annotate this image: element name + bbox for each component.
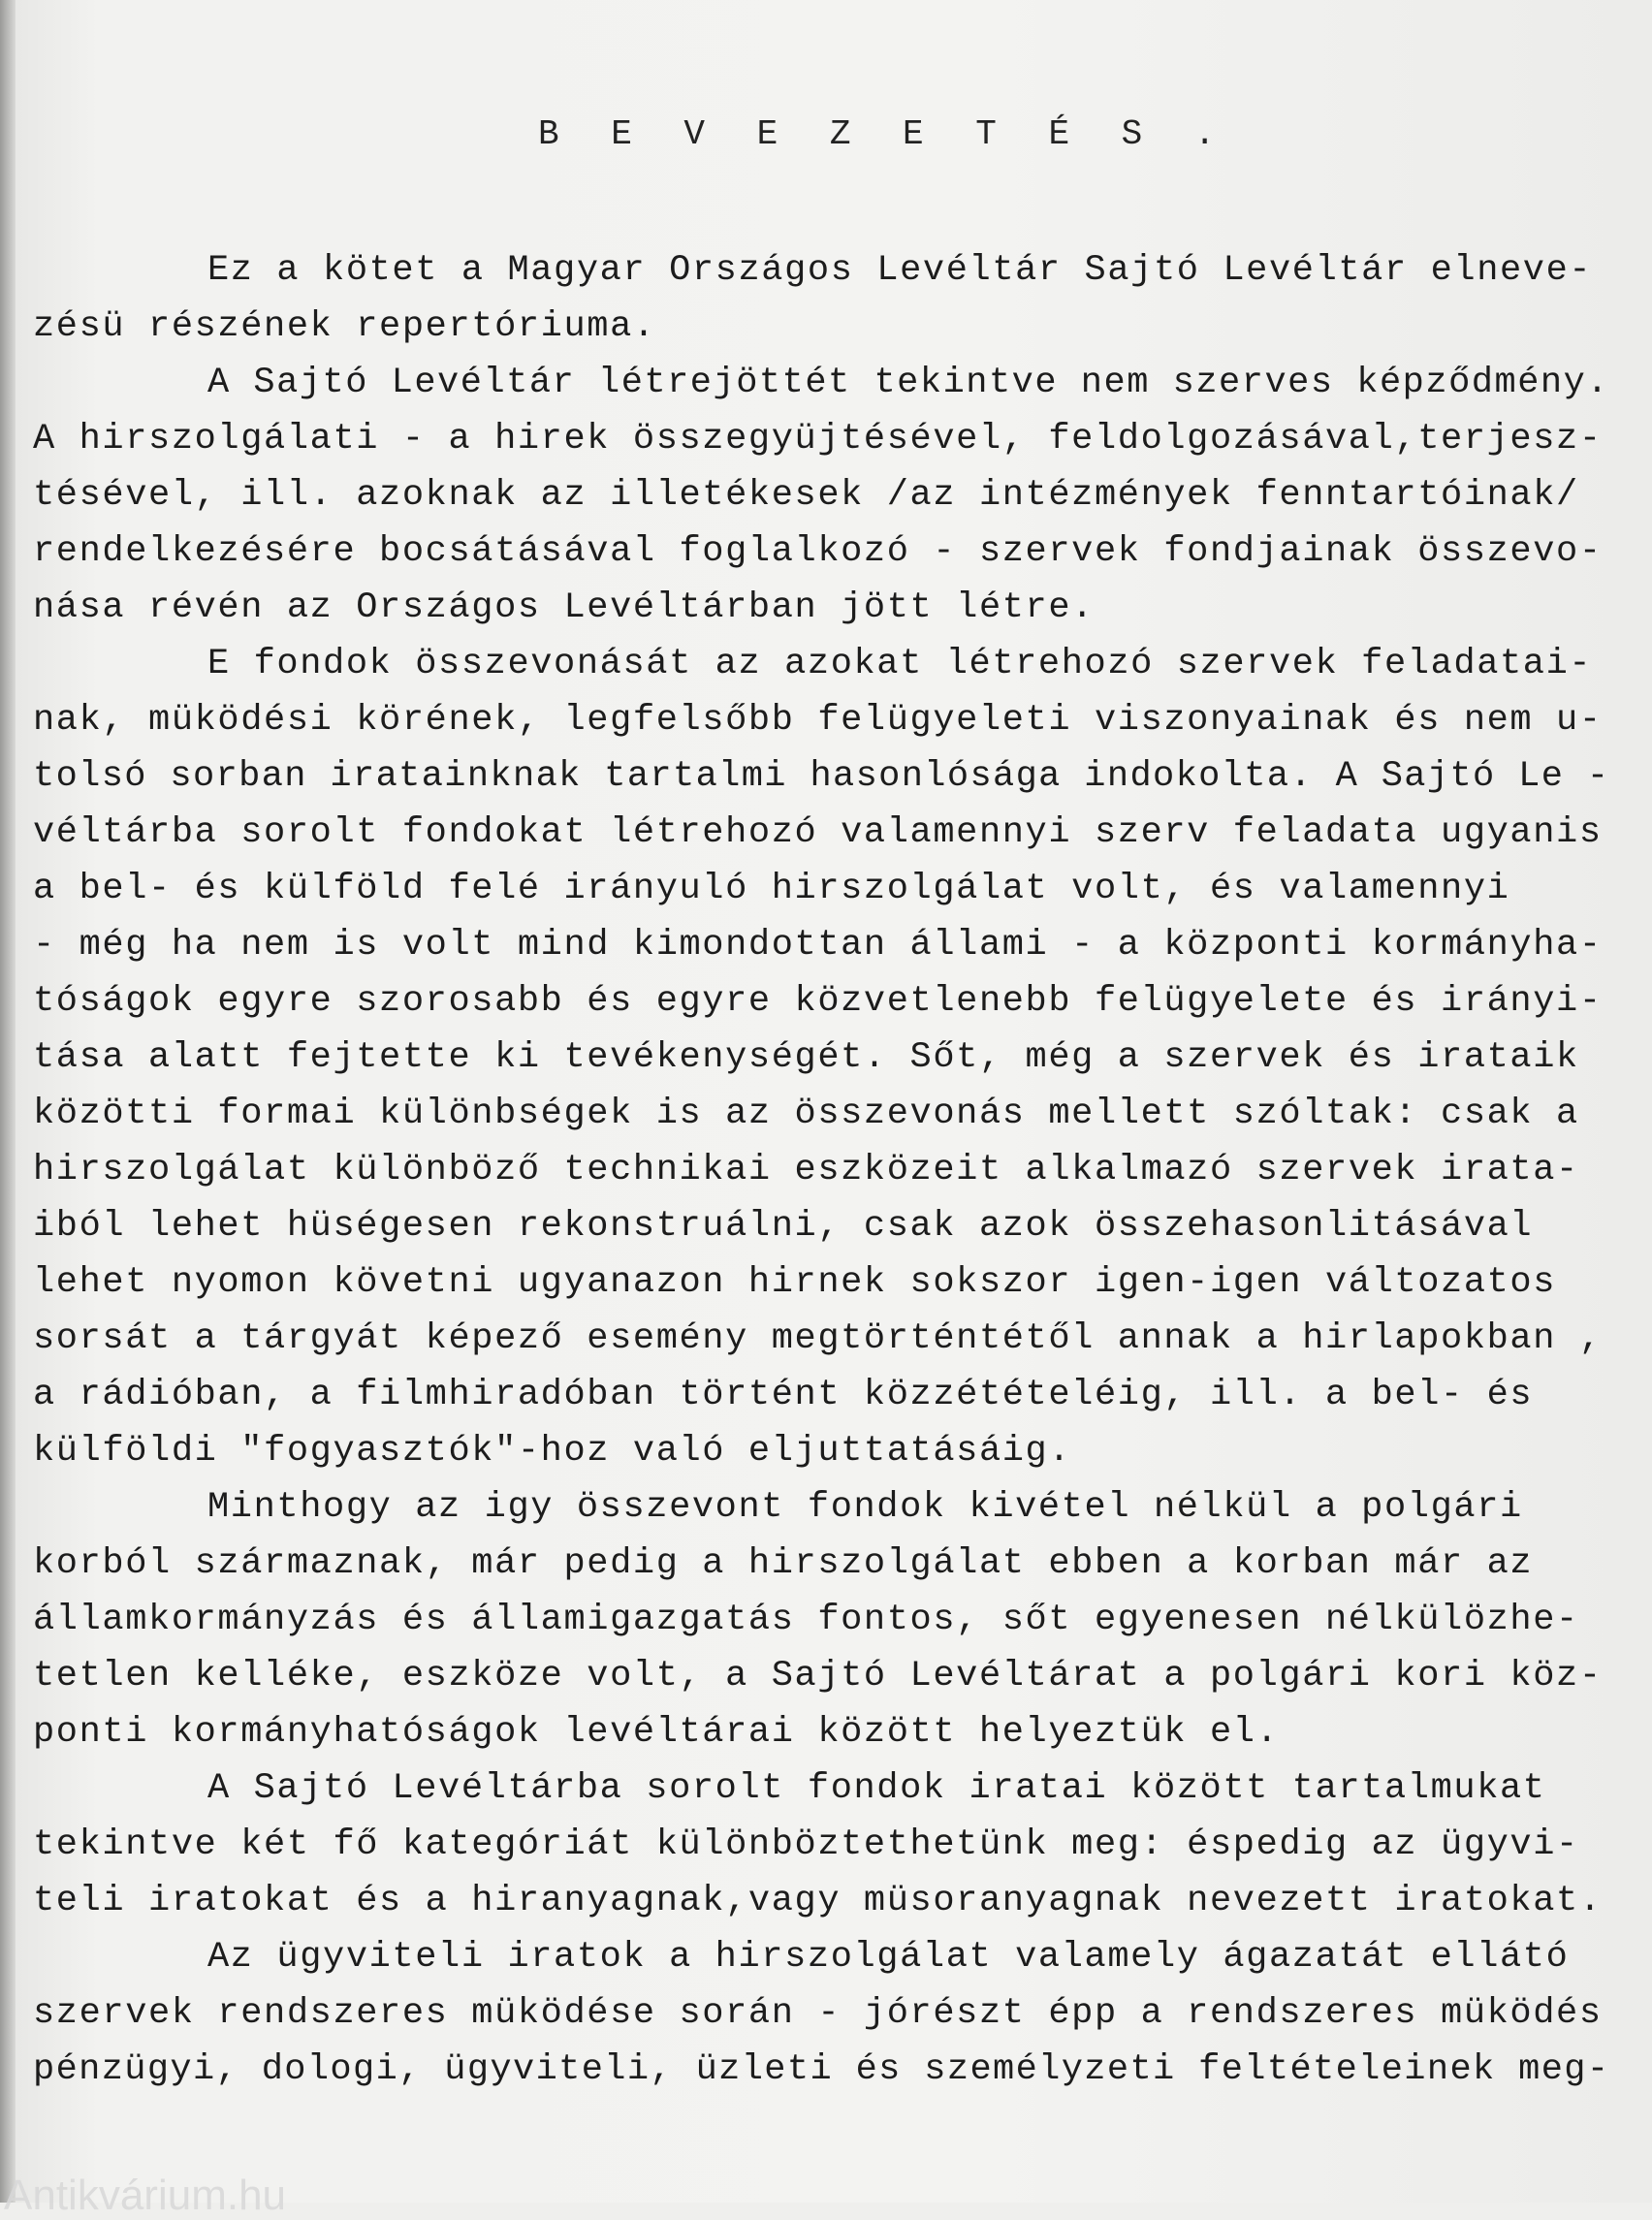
text-line: sorsát a tárgyát képező esemény megtörténtétől annak a hirlapokban , <box>33 1318 1603 1359</box>
text-line: teli iratokat és a hiranyagnak,vagy müsoranyagnak nevezett iratokat. <box>33 1881 1603 1921</box>
text-line: zésü részének repertóriuma. <box>33 306 656 347</box>
text-line: nak, müködési körének, legfelsőbb felügyeleti viszonyainak és nem u- <box>33 700 1603 741</box>
text-line: tolsó sorban iratainknak tartalmi hasonlósága indokolta. A Sajtó Le - <box>33 756 1610 797</box>
text-line: a bel- és külföld felé irányuló hirszolgálat volt, és valamennyi <box>33 869 1510 909</box>
text-line: tésével, ill. azoknak az illetékesek /az intézmények fenntartóinak/ <box>33 475 1579 516</box>
text-line: a rádióban, a filmhiradóban történt közzétételéig, ill. a bel- és <box>33 1375 1534 1415</box>
watermark: Antikvárium.hu <box>4 2172 287 2219</box>
page-edge-shadow <box>0 0 16 2203</box>
document-title: B E V E Z E T É S . <box>538 114 1231 154</box>
text-line: közötti formai különbségek is az összevonás mellett szóltak: csak a <box>33 1094 1579 1134</box>
text-line: ponti kormányhatóságok levéltárai között helyeztük el. <box>33 1712 1280 1753</box>
text-line: tóságok egyre szorosabb és egyre közvetlenebb felügyelete és irányi- <box>33 981 1603 1022</box>
text-line: Az ügyviteli iratok a hirszolgálat valamely ágazatát ellátó <box>207 1937 1570 1978</box>
text-line: tása alatt fejtette ki tevékenységét. Sőt, még a szervek és irataik <box>33 1037 1579 1078</box>
text-line: Minthogy az igy összevont fondok kivétel nélkül a polgári <box>207 1487 1523 1528</box>
text-line: tetlen kelléke, eszköze volt, a Sajtó Levéltárat a polgári kori köz- <box>33 1656 1603 1697</box>
text-line: lehet nyomon követni ugyanazon hirnek sokszor igen-igen változatos <box>33 1262 1557 1303</box>
text-line: véltárba sorolt fondokat létrehozó valamennyi szerv feladata ugyanis <box>33 812 1603 853</box>
text-line: államkormányzás és államigazgatás fontos, sőt egyenesen nélkülözhe- <box>33 1600 1579 1640</box>
text-line: A hirszolgálati - a hirek összegyüjtésével, feldolgozásával,terjesz- <box>33 419 1603 460</box>
text-line: külföldi "fogyasztók"-hoz való eljuttatásáig. <box>33 1431 1072 1472</box>
text-line: - még ha nem is volt mind kimondottan állami - a központi kormányha- <box>33 925 1603 966</box>
text-line: iból lehet hüségesen rekonstruálni, csak azok összehasonlitásával <box>33 1206 1534 1247</box>
text-line: A Sajtó Levéltár létrejöttét tekintve nem szerves képződmény. <box>207 363 1610 403</box>
text-line: A Sajtó Levéltárba sorolt fondok iratai között tartalmukat <box>207 1768 1546 1809</box>
text-line: Ez a kötet a Magyar Országos Levéltár Sajtó Levéltár elneve- <box>207 250 1593 291</box>
text-line: nása révén az Országos Levéltárban jött létre. <box>33 587 1095 628</box>
text-line: hirszolgálat különböző technikai eszközeit alkalmazó szervek irata- <box>33 1150 1579 1190</box>
text-line: szervek rendszeres müködése során - jórészt épp a rendszeres müködés <box>33 1993 1603 2034</box>
text-line: tekintve két fő kategóriát különböztethetünk meg: éspedig az ügyvi- <box>33 1824 1579 1865</box>
text-line: pénzügyi, dologi, ügyviteli, üzleti és személyzeti feltételeinek meg- <box>33 2049 1610 2090</box>
text-line: korból származnak, már pedig a hirszolgálat ebben a korban már az <box>33 1543 1534 1584</box>
text-line: E fondok összevonását az azokat létrehozó szervek feladatai- <box>207 644 1593 684</box>
text-line: rendelkezésére bocsátásával foglalkozó - szervek fondjainak összevo- <box>33 531 1603 572</box>
